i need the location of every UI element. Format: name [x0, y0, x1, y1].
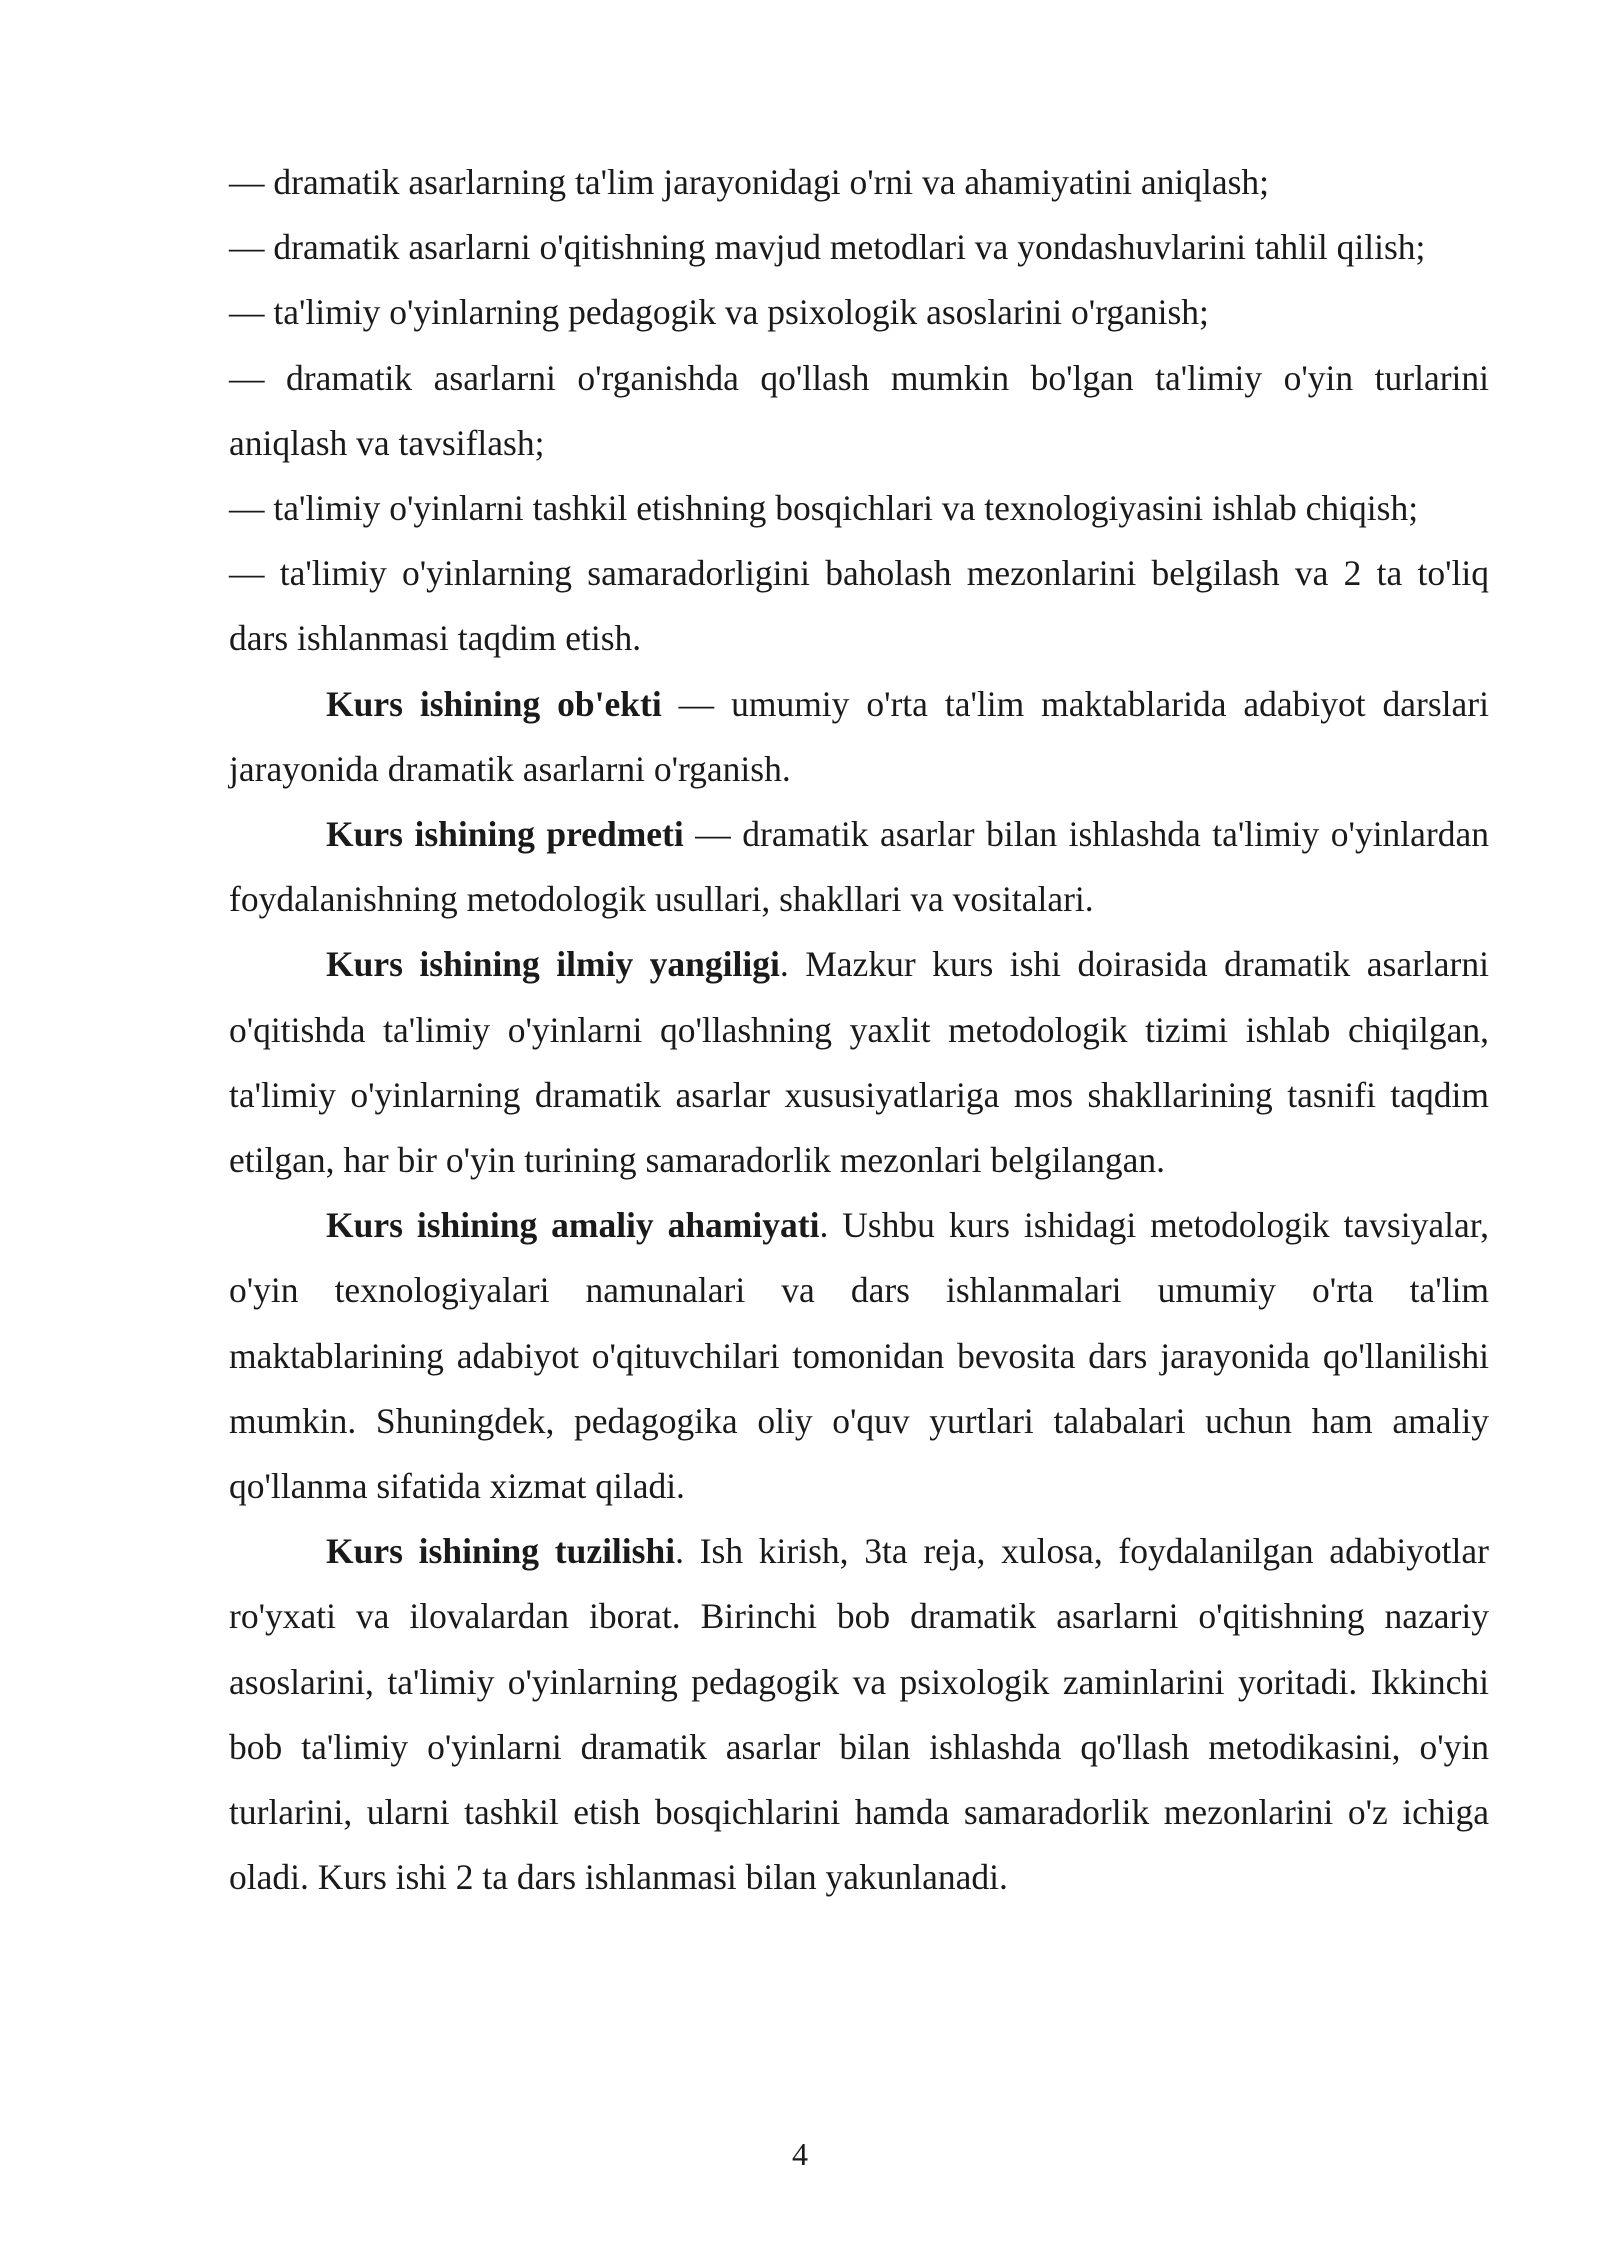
section-text: . Ushbu kurs ishidagi metodologik tavsiyalar, o'yin texnologiyalari namunalari va dars ishlanmalari umumiy o'rta ta'lim maktablarining adabiyot o'qituvchilari tomonidan bevosita dars jarayonida qo'llanilishi mumkin. Shuningdek, pedagogika oliy o'quv yurtlari talabalari uchun ham amaliy qo'llanma sifatida xizmat qiladi. [229, 1205, 1489, 1507]
section-novelty [229, 932, 1489, 1193]
section-practical-value [229, 1193, 1489, 1519]
section-text: . Mazkur kurs ishi doirasida dramatik asarlarni o'qitishda ta'limiy o'yinlarni qo'llashning yaxlit metodologik tizimi ishlab chiqilgan, ta'limiy o'yinlarning dramatik asarlar xususiyatlariga mos shakllarining tasnifi taqdim etilgan, har bir o'yin turining samaradorlik mezonlari belgilangan. [229, 944, 1489, 1181]
task-item: — ta'limiy o'yinlarning pedagogik va psixologik asoslarini o'rganish; [229, 292, 1209, 333]
page-body [229, 150, 1489, 1910]
task-item: — dramatik asarlarni o'rganishda qo'llash mumkin bo'lgan ta'limiy o'yin turlarini aniqlash va tavsiflash; [229, 357, 1489, 463]
section-text: — umumiy o'rta ta'lim maktablarida adabiyot darslari jarayonida dramatik asarlarni o'rganish. [229, 683, 1489, 789]
section-heading: Kurs ishining tuzilishi [326, 1531, 676, 1572]
task-item: — dramatik asarlarni o'qitishning mavjud metodlari va yondashuvlarini tahlil qilish; [229, 227, 1426, 268]
section-heading: Kurs ishining amaliy ahamiyati [326, 1205, 820, 1246]
section-text: . Ish kirish, 3ta reja, xulosa, foydalanilgan adabiyotlar ro'yxati va ilovalardan iborat. Birinchi bob dramatik asarlarni o'qitishning nazariy asoslarini, ta'limiy o'yinlarning pedagogik va psixologik zaminlarini yoritadi. Ikkinchi bob ta'limiy o'yinlarni dramatik asarlar bilan ishlashda qo'llash metodikasini, o'yin turlarini, ularni tashkil etish bosqichlarini hamda samaradorlik mezonlarini o'z ichiga oladi. Kurs ishi 2 ta dars ishlanmasi bilan yakunlanadi. [229, 1531, 1489, 1898]
section-structure [229, 1519, 1489, 1910]
section-heading: Kurs ishining ob'ekti [326, 683, 662, 724]
task-item: — dramatik asarlarning ta'lim jarayonidagi o'rni va ahamiyatini aniqlash; [229, 162, 1270, 202]
section-object [229, 672, 1489, 802]
section-heading: Kurs ishining ilmiy yangiligi [326, 944, 780, 985]
task-item: — ta'limiy o'yinlarni tashkil etishning bosqichlari va texnologiyasini ishlab chiqish; [229, 488, 1419, 529]
page-number: 4 [792, 2136, 808, 2172]
section-heading: Kurs ishining predmeti [326, 814, 684, 855]
section-text: — dramatik asarlar bilan ishlashda ta'limiy o'yinlardan foydalanishning metodologik usullari, shakllari va vositalari. [229, 814, 1489, 920]
task-item: — ta'limiy o'yinlarning samaradorligini baholash mezonlarini belgilash va 2 ta to'liq dars ishlanmasi taqdim etish. [229, 553, 1489, 659]
section-subject [229, 802, 1489, 932]
